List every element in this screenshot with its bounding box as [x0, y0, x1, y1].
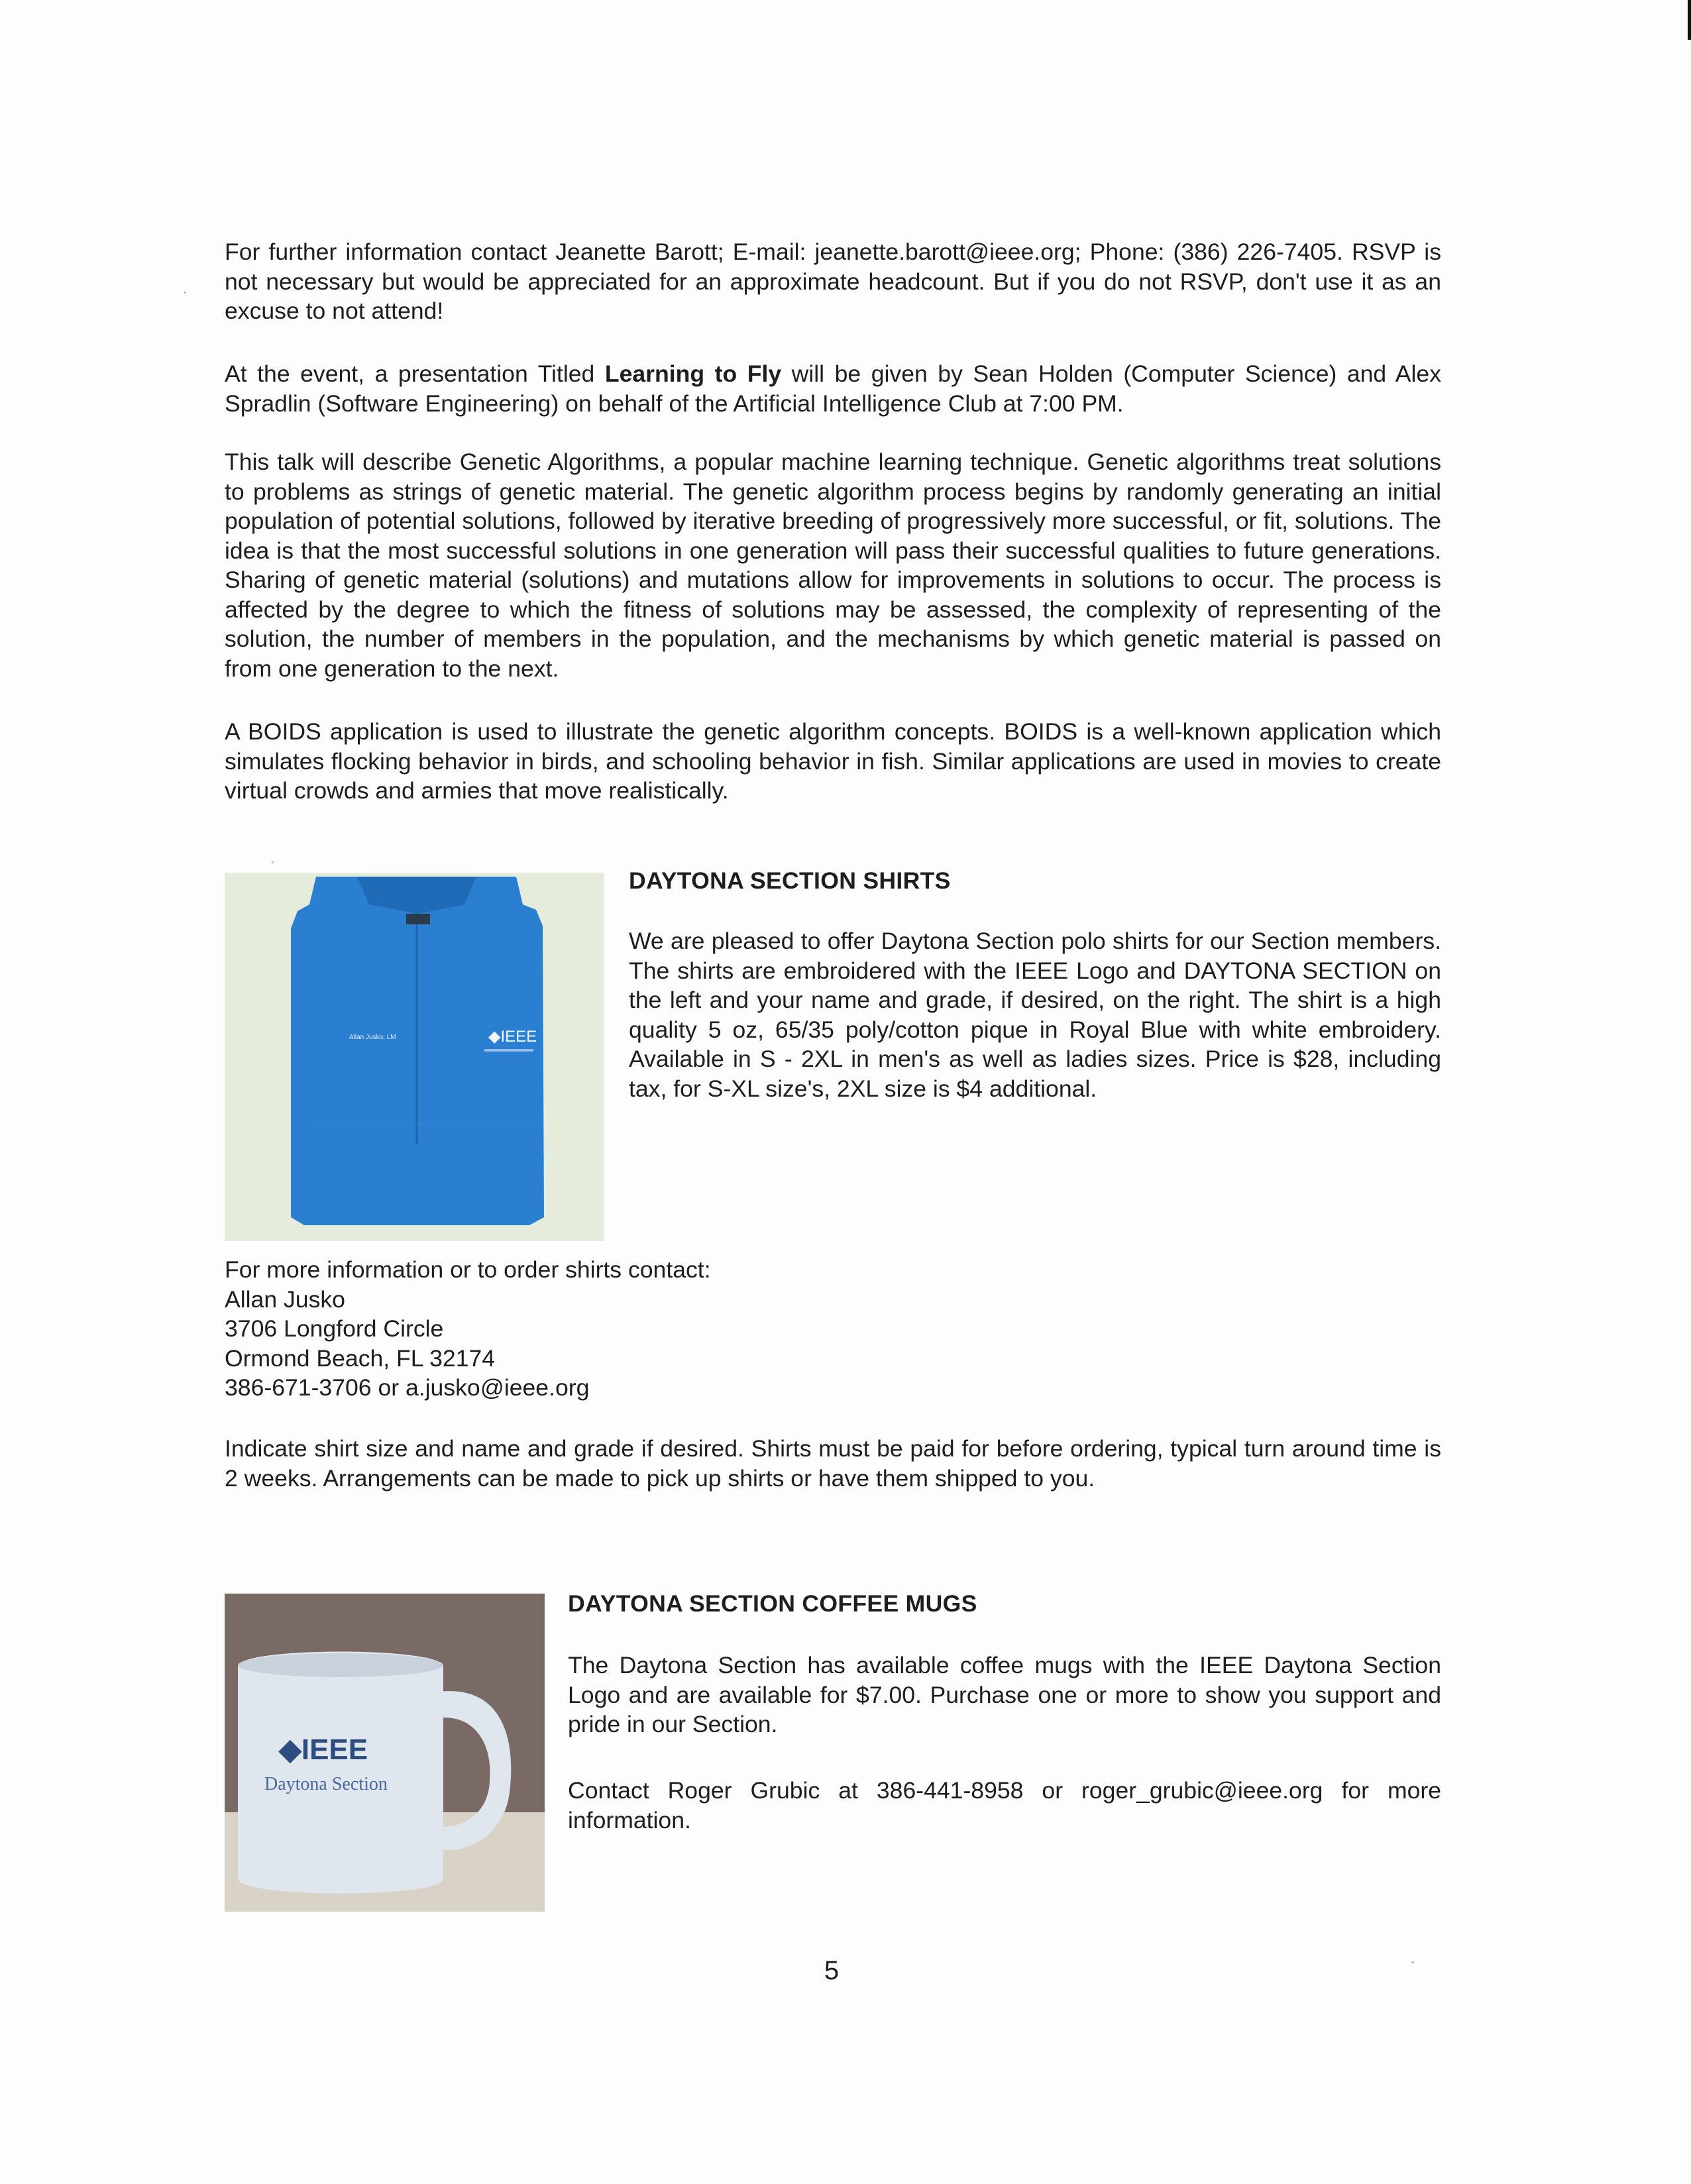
- genetic-algorithms-paragraph: This talk will describe Genetic Algorithms, a popular machine learning technique. Genetic algorithms treat solutions to problems as strings of genetic material. The genetic algorithm process begins by randomly generating an initial population of potential solutions, followed by iterative breeding of progressively more successful, or fit, solutions. The idea is that the most successful solutions in one generation will pass their successful qualities to future generations. Sharing of genetic material (solutions) and mutations allow for improvements in solutions to occur. The process is affected by the degree to which the fitness of solutions may be assessed, the complexity of representing of the solution, the number of members in the population, and the mechanisms by which genetic material is passed on from one generation to the next.: [225, 449, 1441, 682]
- contact-paragraph: For further information contact Jeanette Barott; E-mail: jeanette.barott@ieee.org; Phone: (386) 226-7405. RSVP is not necessary but would be appreciated for an approximate headcount. But if you do not RSVP, don't use it as an excuse to not attend!: [225, 239, 1441, 324]
- shirts-description: We are pleased to offer Daytona Section polo shirts for our Section members. The shirts are embroidered with the IEEE Logo and DAYTONA SECTION on the left and your name and grade, if desired, on the right. The shirt is a high quality 5 oz, 65/35 poly/cotton pique in Royal Blue with white embroidery. Available in S - 2XL in men's as well as ladies sizes. Price is $28, including tax, for S-XL size's, 2XL size is $4 additional.: [629, 928, 1441, 1102]
- mugs-contact: Contact Roger Grubic at 386-441-8958 or roger_grubic@ieee.org for more information.: [568, 1777, 1441, 1833]
- contact-city: Ormond Beach, FL 32174: [225, 1344, 496, 1372]
- shirt-ieee-logo: ◆IEEE: [488, 1028, 537, 1046]
- presentation-title: Learning to Fly: [604, 360, 782, 387]
- presentation-paragraph: [225, 359, 1441, 418]
- scan-speck: [184, 292, 186, 294]
- boids-paragraph: A BOIDS application is used to illustrate the genetic algorithm concepts. BOIDS is a well-known application which simulates flocking behavior in birds, and schooling behavior in fish. Similar applications are used in movies to create virtual crowds and armies that move realistically.: [225, 718, 1441, 804]
- presentation-details: will be given by Sean Holden (Computer Science) and Alex Spradlin (Software Engineering) on behalf of the Artificial Intelligence Club at 7:00 PM.: [225, 360, 1441, 417]
- contact-name: Allan Jusko: [225, 1285, 345, 1313]
- contact-phone-email: 386-671-3706 or a.jusko@ieee.org: [225, 1374, 590, 1401]
- mug-ieee-logo: ◆IEEE: [279, 1733, 368, 1766]
- mugs-title: DAYTONA SECTION COFFEE MUGS: [568, 1590, 977, 1617]
- mug-logo-subtitle: Daytona Section: [264, 1774, 388, 1794]
- shirts-title: DAYTONA SECTION SHIRTS: [629, 867, 951, 894]
- shirt-embroidered-name: Allan Jusko, LM: [349, 1034, 396, 1041]
- scan-edge: [1688, 0, 1691, 40]
- shirt-photo: [225, 873, 604, 1241]
- mug-body: [238, 1652, 443, 1894]
- presentation-intro: At the event, a presentation Titled: [225, 360, 605, 387]
- shirt-ordering-note: Indicate shirt size and name and grade if desired. Shirts must be paid for before ordering, typical turn around time is 2 weeks. Arrangements can be made to pick up shirts or have them shipped to you.: [225, 1435, 1441, 1492]
- mugs-description: The Daytona Section has available coffee mugs with the IEEE Daytona Section Logo and are available for $7.00. Purchase one or more to show you support and pride in our Section.: [568, 1652, 1441, 1737]
- scan-speck: [272, 861, 274, 863]
- scan-speck: [1411, 1961, 1414, 1963]
- order-heading: For more information or to order shirts contact:: [225, 1256, 711, 1283]
- page-number: 5: [824, 1956, 840, 1985]
- mug-photo: [225, 1594, 545, 1912]
- shirt-order-contact: [225, 1255, 1441, 1403]
- contact-street: 3706 Longford Circle: [225, 1315, 444, 1342]
